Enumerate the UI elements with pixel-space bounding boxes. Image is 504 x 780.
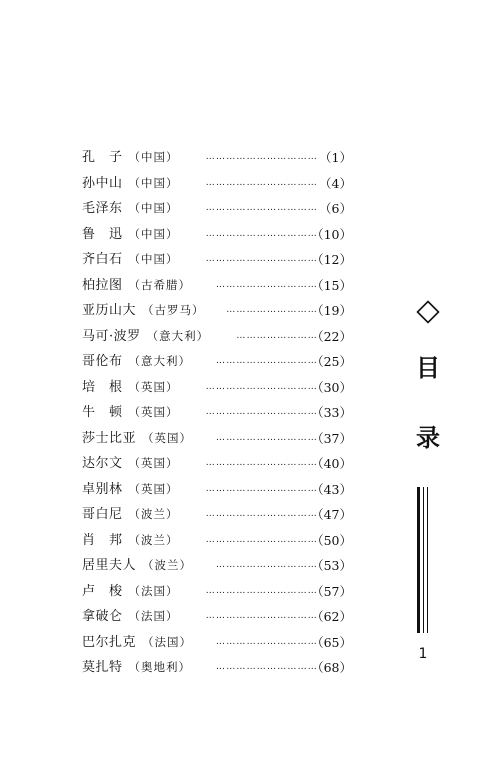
entry-page-number: （10） [311,226,352,242]
entry-name: 巴尔扎克 [82,634,137,650]
leader-dots: ……………………… [226,305,318,315]
entry-page-number: （4） [319,175,352,191]
entry-name: 哥伦布 [82,354,123,369]
toc-entry [82,579,352,605]
title-char-mu: 目 [416,354,440,382]
entry-name: 牛 顿 [82,405,123,420]
entry-page-number: （25） [311,354,352,369]
toc-entry [82,426,352,452]
entry-page-number: （30） [311,379,352,395]
entry-country: （英国） [142,430,193,445]
toc-entry [82,196,352,222]
leader-dots: ………………………… [216,560,318,570]
entry-country: （中国） [128,226,179,241]
entry-country: （英国） [128,379,179,394]
entry-name: 柏拉图 [82,277,123,293]
entry-name: 肖 邦 [82,532,123,548]
leader-dots: …………………………… [205,407,318,417]
entry-page-number: （1） [319,150,352,165]
entry-page-number: （50） [311,532,352,548]
toc-entry [82,400,352,426]
page-number: 1 [418,646,428,662]
entry-page-number: （37） [311,430,352,446]
leader-dots: …………………………… [205,483,318,494]
entry-name: 卓别林 [82,481,123,497]
toc-entry [82,273,352,299]
entry-name: 莎士比亚 [82,430,137,446]
leader-dots: ………………………… [216,279,318,290]
entry-country: （法国） [128,583,179,598]
entry-name: 拿破仑 [82,609,123,624]
toc-entry [82,145,352,171]
entry-country: （中国） [128,201,179,215]
leader-dots: …………………………… [205,381,318,392]
entry-page-number: （53） [311,558,352,573]
leader-dots: ………………………… [216,662,318,672]
leader-dots: ………………………… [216,432,318,443]
entry-name: 孔 子 [82,150,123,165]
entry-name: 孙中山 [82,175,123,191]
entry-page-number: （6） [319,201,352,216]
leader-dots: ………………………… [216,356,318,366]
vertical-rule-thin [423,487,424,633]
leader-dots: …………………………… [205,611,318,621]
diamond-ornament-icon [416,300,440,324]
leader-dots: …………………………… [205,177,318,188]
entry-page-number: （33） [311,405,352,420]
leader-dots: …………………………… [205,458,318,468]
entry-country: （意大利） [146,328,210,343]
toc-entry [82,324,352,350]
leader-dots: …………………………… [205,585,318,596]
entry-name: 毛泽东 [82,201,123,216]
entry-country: （法国） [142,634,193,649]
toc-entry [82,553,352,579]
entry-name: 鲁 迅 [82,226,123,242]
toc-entry [82,247,352,273]
entry-country: （英国） [128,481,179,496]
entry-country: （英国） [128,456,179,470]
entry-page-number: （57） [311,583,352,599]
entry-page-number: （12） [311,252,352,267]
leader-dots: ………………………… [216,636,318,647]
entry-name: 哥白尼 [82,507,123,522]
toc-entry [82,375,352,401]
title-char-lu: 录 [416,424,440,452]
entry-page-number: （22） [311,328,352,344]
toc-entry [82,298,352,324]
toc-entry [82,477,352,503]
toc-entry [82,222,352,248]
entry-name: 莫扎特 [82,660,123,675]
leader-dots: …………………………… [205,228,318,239]
leader-dots: …………………………… [205,203,318,213]
entry-country: （奥地利） [128,660,192,674]
entry-name: 齐白石 [82,252,123,267]
entry-country: （古罗马） [142,303,205,317]
toc-entry [82,655,352,681]
entry-country: （法国） [128,609,179,623]
entry-country: （中国） [128,175,179,190]
leader-dots: …………………………… [205,509,318,519]
entry-page-number: （62） [311,609,352,624]
entry-name: 亚历山大 [82,303,137,318]
toc-entry [82,630,352,656]
entry-country: （中国） [128,252,179,266]
entry-name: 培 根 [82,379,123,395]
entry-country: （波兰） [128,507,179,521]
vertical-rule-thin [427,487,428,633]
entry-name: 居里夫人 [82,558,137,573]
entry-country: （英国） [128,405,179,419]
entry-country: （波兰） [142,558,193,572]
entry-page-number: （43） [311,481,352,497]
entry-name: 卢 梭 [82,583,123,599]
section-title [408,300,448,450]
entry-page-number: （65） [311,634,352,650]
vertical-rule-thick [417,487,420,633]
entry-page-number: （19） [311,303,352,318]
leader-dots: …………………………… [205,534,318,545]
toc-entry [82,528,352,554]
leader-dots: …………………………… [205,152,318,162]
toc-entry [82,171,352,197]
toc-entry [82,451,352,477]
entry-page-number: （68） [311,660,352,675]
entry-page-number: （15） [311,277,352,293]
entry-country: （古希腊） [128,277,192,292]
entry-page-number: （47） [311,507,352,522]
toc-entry [82,604,352,630]
table-of-contents [82,145,352,681]
entry-name: 马可·波罗 [82,328,141,344]
entry-page-number: （40） [311,456,352,471]
leader-dots: …………………………… [205,254,318,264]
entry-name: 达尔文 [82,456,123,471]
entry-country: （中国） [128,150,179,164]
toc-entry [82,349,352,375]
leader-dots: …………………… [236,330,318,341]
toc-entry [82,502,352,528]
entry-country: （波兰） [128,532,179,547]
entry-country: （意大利） [128,354,192,368]
